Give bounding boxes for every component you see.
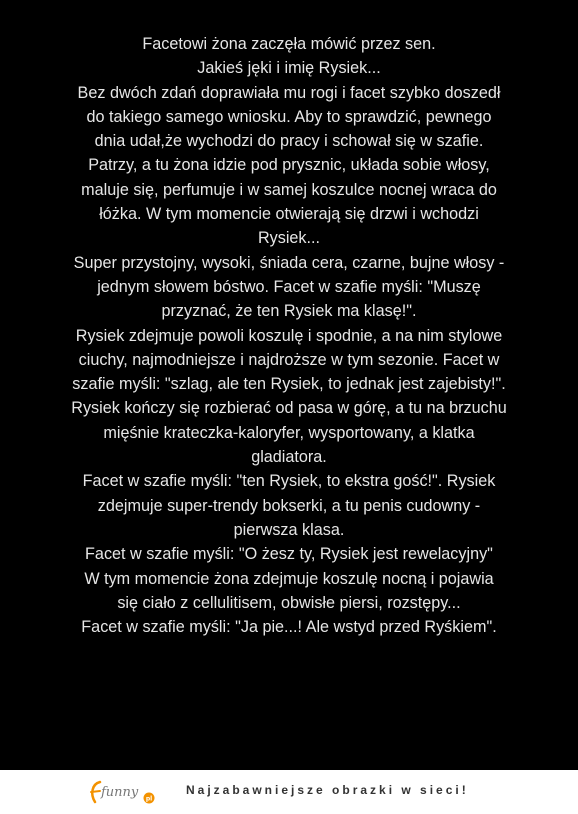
joke-line: szafie myśli: "szlag, ale ten Rysiek, to jednak jest zajebisty!".: [72, 375, 506, 394]
joke-line: Facet w szafie myśli: "ten Rysiek, to ekstra gość!". Rysiek: [82, 472, 496, 491]
joke-line: Jakieś jęki i imię Rysiek...: [197, 59, 381, 78]
logo-badge: pl: [145, 795, 153, 803]
joke-text: [10, 32, 568, 639]
logo-text: funny: [101, 785, 139, 800]
joke-line: Bez dwóch zdań doprawiała mu rogi i facet szybko doszedł: [77, 83, 501, 102]
joke-line: Facet w szafie myśli: "O żesz ty, Rysiek jest rewelacyjny": [85, 545, 493, 564]
tagline: Najzabawniejsze obrazki w sieci!: [186, 783, 469, 797]
joke-line: przyznać, że ten Rysiek ma klasę!".: [161, 302, 417, 321]
funny-logo[interactable]: [86, 776, 176, 808]
joke-line: Patrzy, a tu żona idzie pod prysznic, układa sobie włosy,: [88, 156, 490, 175]
joke-line: W tym momencie żona zdejmuje koszulę nocną i pojawia: [84, 569, 494, 588]
joke-line: gladiatora.: [251, 448, 327, 467]
joke-line: Rysiek...: [257, 229, 321, 248]
joke-line: Facetowi żona zaczęła mówić przez sen.: [142, 35, 436, 53]
joke-line: Super przystojny, wysoki, śniada cera, czarne, bujne włosy -: [73, 253, 505, 272]
joke-line: maluje się, perfumuje i w samej koszulce nocnej wraca do: [81, 180, 497, 199]
joke-line: łóżka. W tym momencie otwierają się drzwi i wchodzi: [99, 205, 479, 224]
joke-line: Rysiek kończy się rozbierać od pasa w górę, a tu na brzuchu: [71, 399, 507, 418]
joke-line: Rysiek zdejmuje powoli koszulę i spodnie, a na nim stylowe: [75, 326, 503, 345]
joke-line: Facet w szafie myśli: "Ja pie...! Ale wstyd przed Ryśkiem".: [81, 618, 497, 637]
joke-line: dnia udał,że wychodzi do pracy i schował się w szafie.: [94, 132, 484, 151]
joke-line: jednym słowem bóstwo. Facet w szafie myśli: "Muszę: [97, 277, 481, 296]
joke-line: do takiego samego wniosku. Aby to sprawdzić, pewnego: [86, 107, 492, 126]
joke-line: pierwsza klasa.: [233, 520, 345, 539]
footer-banner: [0, 770, 578, 814]
joke-line: zdejmuje super-trendy bokserki, a tu penis cudowny -: [97, 496, 481, 515]
joke-line: ciuchy, najmodniejsze i najdroższe w tym sezonie. Facet w: [78, 350, 500, 369]
joke-line: mięśnie krateczka-kaloryfer, wysportowany, a klatka: [103, 423, 475, 442]
joke-line: się ciało z cellulitisem, obwisłe piersi, rozstępy...: [117, 593, 461, 612]
